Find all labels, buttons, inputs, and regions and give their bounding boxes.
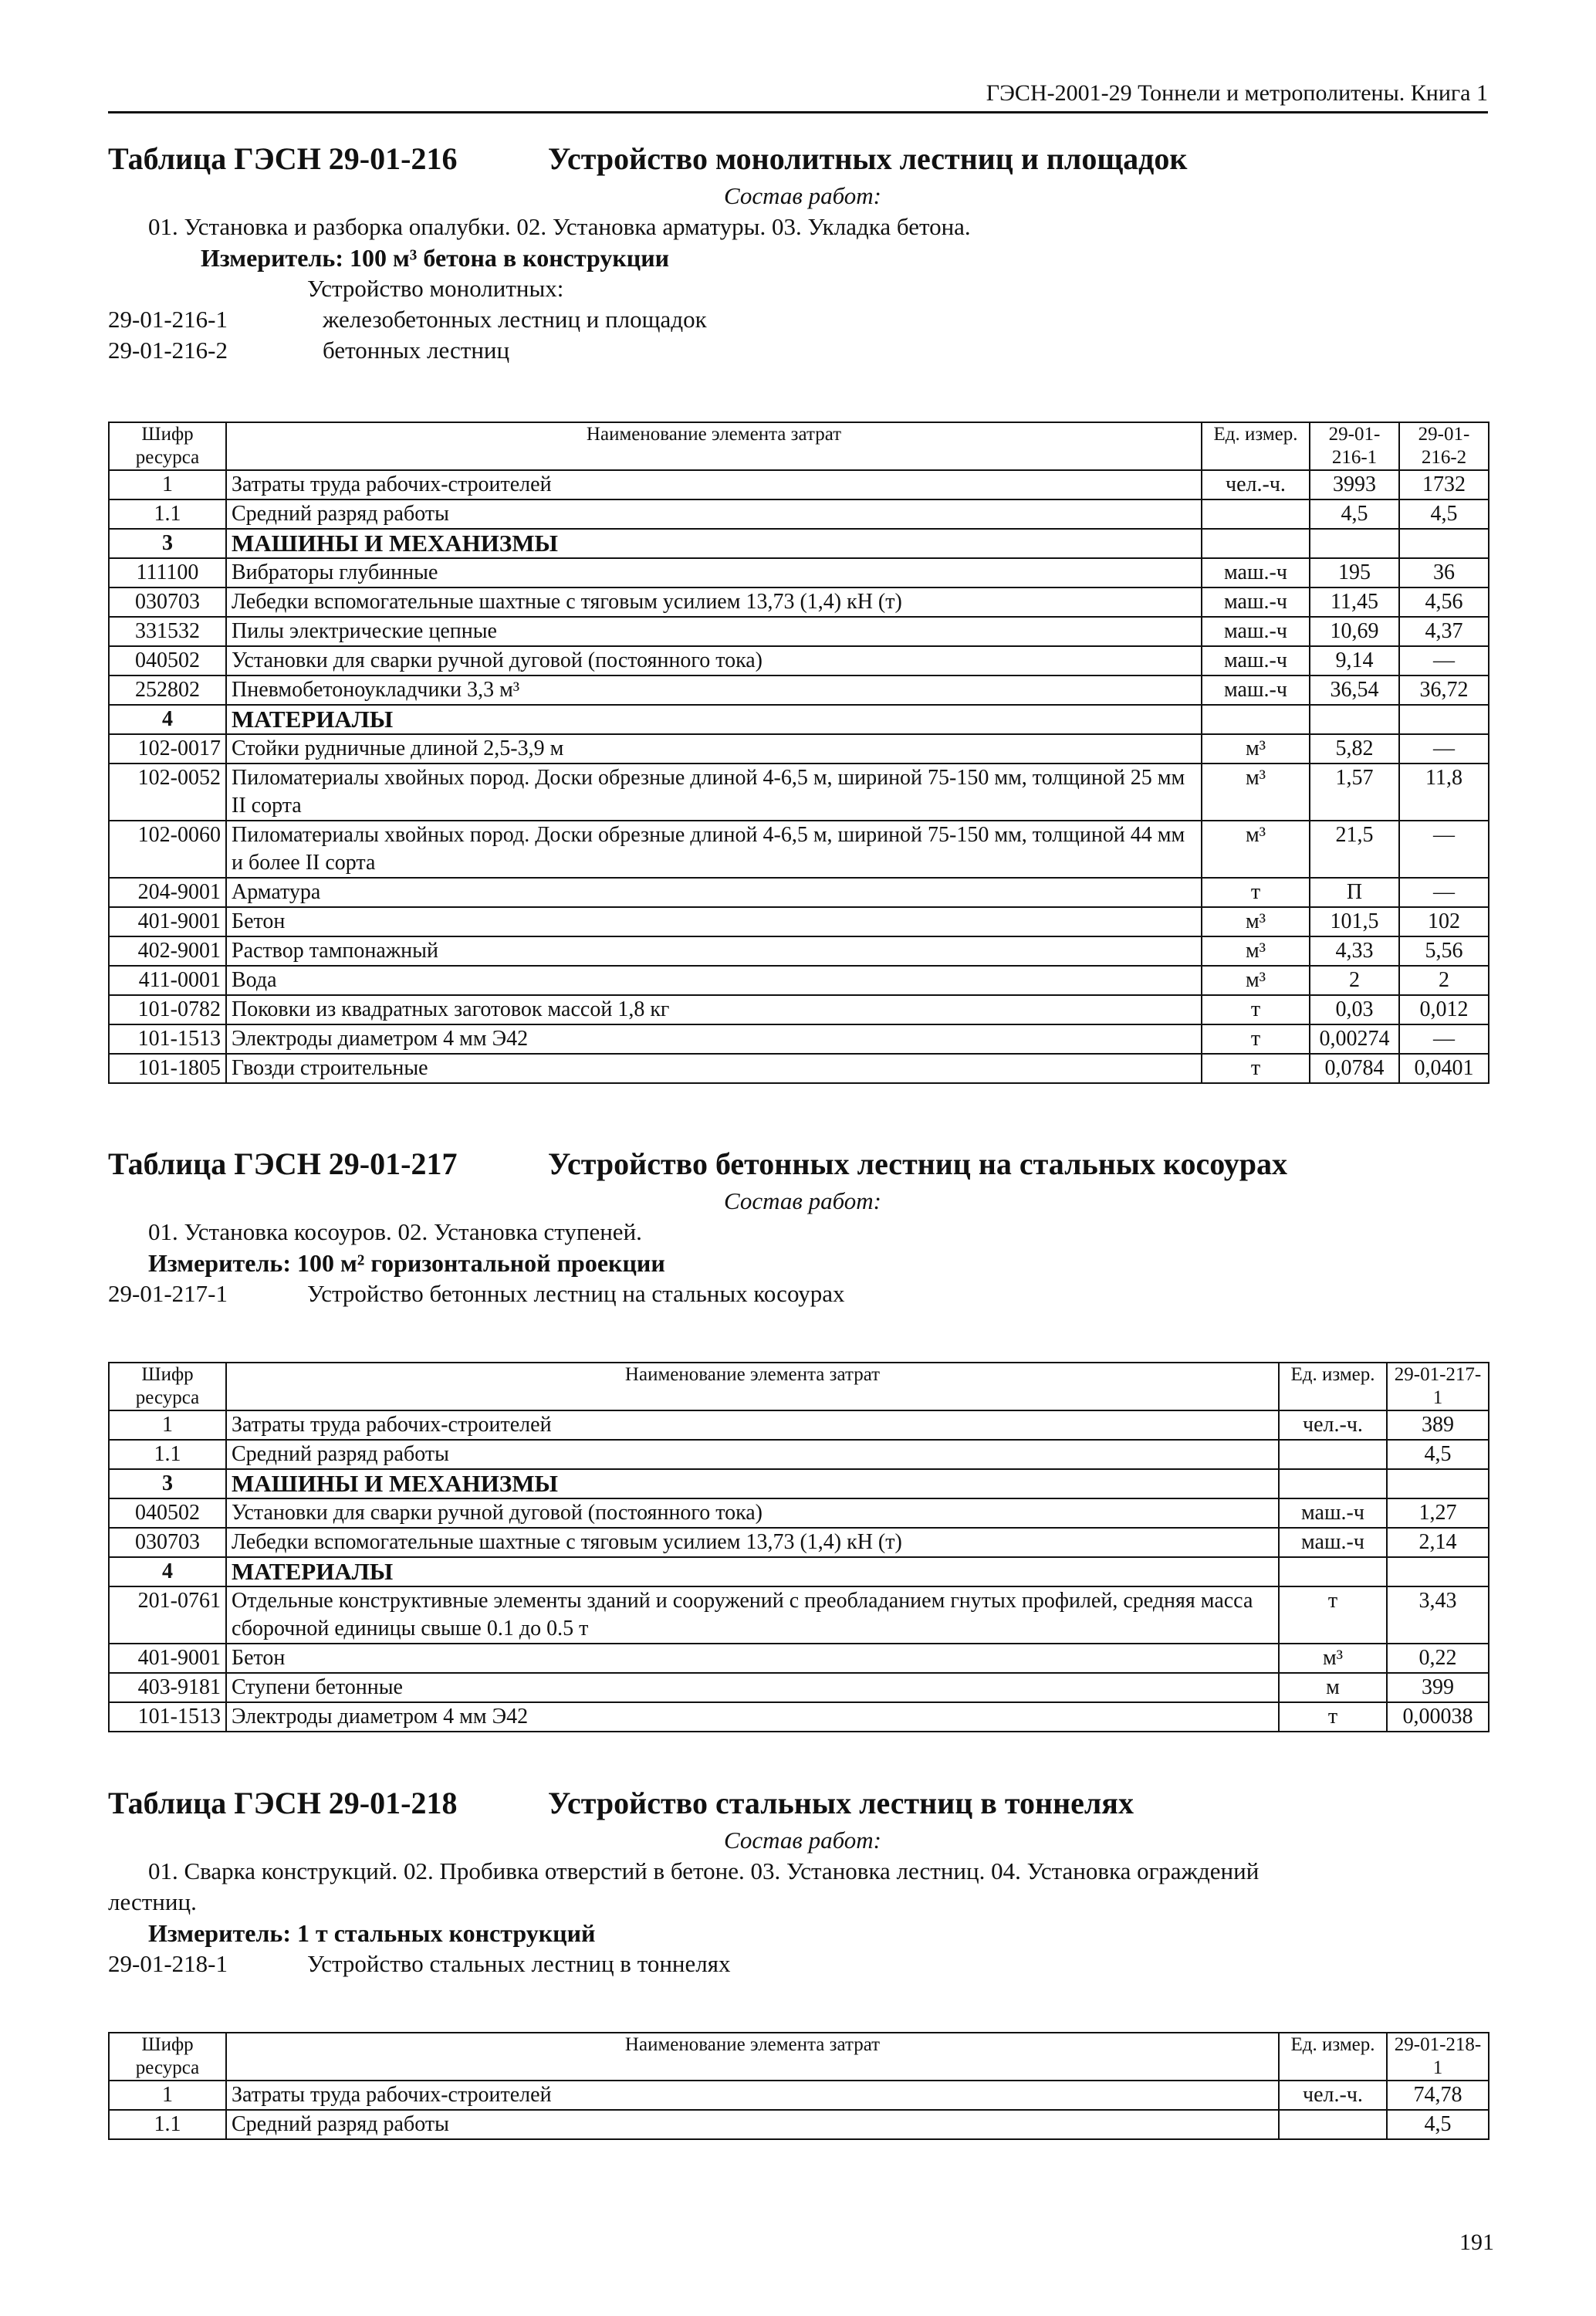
cell-name: Установки для сварки ручной дуговой (постоянного тока)	[226, 646, 1202, 676]
variant-code: 29-01-218-1	[108, 1950, 228, 1977]
variant-text: Устройство стальных лестниц в тоннелях	[307, 1950, 731, 1977]
cell-unit: маш.-ч	[1279, 1498, 1387, 1528]
cell-code: 040502	[109, 1498, 226, 1528]
table-row	[109, 1528, 1489, 1557]
table-row	[109, 734, 1489, 764]
cell-unit: чел.-ч.	[1279, 1410, 1387, 1440]
meter: Измеритель: 1 т стальных конструкций	[148, 1919, 596, 1947]
cell-unit: маш.-ч	[1279, 1528, 1387, 1557]
cell-value-1: 399	[1387, 1673, 1489, 1702]
table-row	[109, 1410, 1489, 1440]
table-row	[109, 499, 1489, 529]
table-row	[109, 821, 1489, 878]
cell-value-2: 4,37	[1399, 617, 1489, 646]
cell-unit: м³	[1202, 907, 1310, 936]
cell-code: 4	[109, 1557, 226, 1586]
variant-text: железобетонных лестниц и площадок	[323, 306, 707, 333]
cell-code: 101-1513	[109, 1702, 226, 1732]
table-row	[109, 907, 1489, 936]
cell-code: 4	[109, 705, 226, 734]
cell-unit: т	[1202, 1054, 1310, 1083]
cell-code: 1	[109, 470, 226, 499]
table-row	[109, 558, 1489, 587]
cell-code: 331532	[109, 617, 226, 646]
cell-code: 3	[109, 529, 226, 558]
table-code: Таблица ГЭСН 29-01-218	[108, 1786, 458, 1820]
cell-unit: маш.-ч	[1202, 587, 1310, 617]
cell-value-1: 4,33	[1310, 936, 1399, 966]
section-title	[108, 141, 1497, 178]
cell-value-2: —	[1399, 646, 1489, 676]
cell-code: 201-0761	[109, 1586, 226, 1644]
resource-table-218	[108, 2032, 1489, 2140]
cell-value-1: 10,69	[1310, 617, 1399, 646]
cell-name: Пиломатериалы хвойных пород. Доски обрезные длиной 4-6,5 м, шириной 75-150 мм, толщиной 25 мм II сорта	[226, 764, 1202, 821]
variant-code: 29-01-216-2	[108, 337, 228, 364]
table-row	[109, 764, 1489, 821]
section-title	[108, 1146, 1497, 1183]
cell-name: Пневмобетоноукладчики 3,3 м³	[226, 676, 1202, 705]
table-row	[109, 676, 1489, 705]
header-name: Наименование элемента затрат	[226, 422, 1202, 470]
cell-name: МАШИНЫ И МЕХАНИЗМЫ	[226, 1469, 1279, 1498]
table-header-row	[109, 422, 1489, 470]
resource-table-216	[108, 422, 1489, 1084]
cell-value-1: 3993	[1310, 470, 1399, 499]
cell-unit	[1202, 705, 1310, 734]
section-217	[108, 1146, 1497, 1309]
cell-unit	[1279, 2110, 1387, 2139]
cell-code: 3	[109, 1469, 226, 1498]
cell-unit: маш.-ч	[1202, 617, 1310, 646]
cell-value-2: —	[1399, 1024, 1489, 1054]
table-group-row	[109, 1469, 1489, 1498]
table-row	[109, 1673, 1489, 1702]
cell-unit: м	[1279, 1673, 1387, 1702]
cell-name: Электроды диаметром 4 мм Э42	[226, 1702, 1279, 1732]
table-row	[109, 966, 1489, 995]
cell-name: Гвозди строительные	[226, 1054, 1202, 1083]
table-group-row	[109, 529, 1489, 558]
cell-value-1: 5,82	[1310, 734, 1399, 764]
cell-unit	[1202, 499, 1310, 529]
cell-value-1: 4,5	[1310, 499, 1399, 529]
cell-unit	[1279, 1469, 1387, 1498]
cell-code: 102-0060	[109, 821, 226, 878]
cell-unit: т	[1202, 878, 1310, 907]
cell-code: 1.1	[109, 499, 226, 529]
cell-code: 403-9181	[109, 1673, 226, 1702]
cell-value-1: 11,45	[1310, 587, 1399, 617]
cell-name: Затраты труда рабочих-строителей	[226, 1410, 1279, 1440]
composition-text: 01. Сварка конструкций. 02. Пробивка отверстий в бетоне. 03. Установка лестниц. 04. Установка ограждений	[148, 1857, 1260, 1884]
cell-unit: т	[1279, 1702, 1387, 1732]
header-code: Шифр ресурса	[109, 2033, 226, 2081]
cell-unit: м³	[1202, 936, 1310, 966]
cell-value-2: 102	[1399, 907, 1489, 936]
cell-name: МАТЕРИАЛЫ	[226, 1557, 1279, 1586]
cell-code: 101-0782	[109, 995, 226, 1024]
cell-unit: м³	[1202, 734, 1310, 764]
cell-name: Установки для сварки ручной дуговой (постоянного тока)	[226, 1498, 1279, 1528]
header-col-1: 29-01-217-1	[1387, 1363, 1489, 1410]
cell-unit: м³	[1279, 1644, 1387, 1673]
header-unit: Ед. измер.	[1279, 1363, 1387, 1410]
cell-value-1: 0,00274	[1310, 1024, 1399, 1054]
cell-name: Раствор тампонажный	[226, 936, 1202, 966]
table-row	[109, 936, 1489, 966]
cell-value-1: 0,03	[1310, 995, 1399, 1024]
table-row	[109, 2081, 1489, 2110]
variant-row	[108, 1278, 1497, 1309]
section-216	[108, 141, 1497, 366]
cell-code: 1	[109, 1410, 226, 1440]
table-group-row	[109, 705, 1489, 734]
table-row	[109, 1644, 1489, 1673]
cell-value-1: 21,5	[1310, 821, 1399, 878]
cell-code: 1.1	[109, 2110, 226, 2139]
table-title: Устройство стальных лестниц в тоннелях	[548, 1786, 1134, 1820]
cell-code: 402-9001	[109, 936, 226, 966]
cell-code: 030703	[109, 1528, 226, 1557]
table-code: Таблица ГЭСН 29-01-216	[108, 141, 458, 176]
cell-value-1: 74,78	[1387, 2081, 1489, 2110]
header-unit: Ед. измер.	[1202, 422, 1310, 470]
table-row	[109, 1702, 1489, 1732]
cell-value-2: 1732	[1399, 470, 1489, 499]
cell-name: Средний разряд работы	[226, 1440, 1279, 1469]
composition-label: Состав работ:	[723, 1827, 881, 1854]
cell-name: Лебедки вспомогательные шахтные с тяговым усилием 13,73 (1,4) кН (т)	[226, 1528, 1279, 1557]
variant-code: 29-01-217-1	[108, 1280, 228, 1307]
cell-value-1: П	[1310, 878, 1399, 907]
table-row	[109, 1440, 1489, 1469]
cell-code: 411-0001	[109, 966, 226, 995]
cell-value-2: 36,72	[1399, 676, 1489, 705]
cell-code: 030703	[109, 587, 226, 617]
table-row	[109, 1054, 1489, 1083]
variant-row	[108, 304, 1497, 335]
table-row	[109, 646, 1489, 676]
cell-value-1: 0,22	[1387, 1644, 1489, 1673]
cell-value-1: 9,14	[1310, 646, 1399, 676]
cell-name: Вода	[226, 966, 1202, 995]
table-row	[109, 2110, 1489, 2139]
variant-text: Устройство бетонных лестниц на стальных косоурах	[307, 1280, 845, 1307]
page-number: 191	[1459, 2230, 1494, 2255]
composition-text-cont: лестниц.	[108, 1888, 197, 1915]
cell-value-1	[1310, 529, 1399, 558]
cell-code: 1.1	[109, 1440, 226, 1469]
cell-name: МАТЕРИАЛЫ	[226, 705, 1202, 734]
meter: Измеритель: 100 м² горизонтальной проекции	[148, 1249, 665, 1277]
table-row	[109, 617, 1489, 646]
header-col-1: 29-01-216-1	[1310, 422, 1399, 470]
cell-value-2: —	[1399, 734, 1489, 764]
variants-heading: Устройство монолитных:	[307, 275, 564, 302]
cell-name: Бетон	[226, 907, 1202, 936]
cell-code: 401-9001	[109, 1644, 226, 1673]
cell-value-1: 101,5	[1310, 907, 1399, 936]
cell-code: 111100	[109, 558, 226, 587]
cell-value-1: 195	[1310, 558, 1399, 587]
cell-name: Пилы электрические цепные	[226, 617, 1202, 646]
cell-unit: чел.-ч.	[1279, 2081, 1387, 2110]
section-title	[108, 1785, 1497, 1822]
cell-value-2: 4,5	[1399, 499, 1489, 529]
cell-unit	[1279, 1557, 1387, 1586]
table-title: Устройство бетонных лестниц на стальных косоурах	[548, 1146, 1288, 1181]
header-name: Наименование элемента затрат	[226, 1363, 1279, 1410]
cell-name: Затраты труда рабочих-строителей	[226, 2081, 1279, 2110]
cell-value-2: 5,56	[1399, 936, 1489, 966]
cell-unit: м³	[1202, 966, 1310, 995]
table-row	[109, 995, 1489, 1024]
header-unit: Ед. измер.	[1279, 2033, 1387, 2081]
cell-value-2: 2	[1399, 966, 1489, 995]
table-group-row	[109, 1557, 1489, 1586]
cell-value-1: 0,00038	[1387, 1702, 1489, 1732]
composition-label: Состав работ:	[723, 1187, 881, 1214]
table-row	[109, 1498, 1489, 1528]
running-head: ГЭСН-2001-29 Тоннели и метрополитены. Книга 1	[108, 80, 1488, 113]
cell-unit: т	[1202, 1024, 1310, 1054]
variant-text: бетонных лестниц	[323, 337, 510, 364]
header-col-2: 29-01-216-2	[1399, 422, 1489, 470]
table-header-row	[109, 1363, 1489, 1410]
cell-name: Пиломатериалы хвойных пород. Доски обрезные длиной 4-6,5 м, шириной 75-150 мм, толщиной 44 мм и более II сорта	[226, 821, 1202, 878]
cell-unit: маш.-ч	[1202, 558, 1310, 587]
table-row	[109, 587, 1489, 617]
cell-value-1: 4,5	[1387, 2110, 1489, 2139]
table-code: Таблица ГЭСН 29-01-217	[108, 1146, 458, 1181]
cell-value-2: —	[1399, 821, 1489, 878]
cell-value-1: 1,57	[1310, 764, 1399, 821]
cell-unit: м³	[1202, 821, 1310, 878]
cell-code: 1	[109, 2081, 226, 2110]
variant-code: 29-01-216-1	[108, 306, 228, 333]
table-title: Устройство монолитных лестниц и площадок	[548, 141, 1188, 176]
composition-text: 01. Установка косоуров. 02. Установка ступеней.	[148, 1218, 642, 1245]
cell-value-2: 11,8	[1399, 764, 1489, 821]
cell-name: Средний разряд работы	[226, 499, 1202, 529]
cell-unit	[1279, 1440, 1387, 1469]
cell-code: 102-0052	[109, 764, 226, 821]
cell-value-1: 389	[1387, 1410, 1489, 1440]
cell-unit: маш.-ч	[1202, 676, 1310, 705]
cell-name: Бетон	[226, 1644, 1279, 1673]
composition-text: 01. Установка и разборка опалубки. 02. Установка арматуры. 03. Укладка бетона.	[148, 213, 971, 240]
cell-name: Затраты труда рабочих-строителей	[226, 470, 1202, 499]
resource-table-217	[108, 1362, 1489, 1732]
cell-code: 401-9001	[109, 907, 226, 936]
cell-unit: маш.-ч	[1202, 646, 1310, 676]
cell-value-2: —	[1399, 878, 1489, 907]
cell-name: Вибраторы глубинные	[226, 558, 1202, 587]
cell-value-1	[1387, 1469, 1489, 1498]
table-row	[109, 1024, 1489, 1054]
cell-value-1: 2	[1310, 966, 1399, 995]
cell-value-1: 0,0784	[1310, 1054, 1399, 1083]
cell-code: 204-9001	[109, 878, 226, 907]
header-code: Шифр ресурса	[109, 422, 226, 470]
table-row	[109, 470, 1489, 499]
cell-name: Арматура	[226, 878, 1202, 907]
cell-value-2: 4,56	[1399, 587, 1489, 617]
cell-value-1: 3,43	[1387, 1586, 1489, 1644]
header-code: Шифр ресурса	[109, 1363, 226, 1410]
cell-code: 101-1513	[109, 1024, 226, 1054]
cell-code: 101-1805	[109, 1054, 226, 1083]
cell-name: Средний разряд работы	[226, 2110, 1279, 2139]
variant-row	[108, 1949, 1497, 1979]
cell-unit: т	[1279, 1586, 1387, 1644]
cell-value-1: 2,14	[1387, 1528, 1489, 1557]
variant-row	[108, 335, 1497, 366]
cell-value-1: 1,27	[1387, 1498, 1489, 1528]
cell-name: Электроды диаметром 4 мм Э42	[226, 1024, 1202, 1054]
cell-value-2: 36	[1399, 558, 1489, 587]
table-row	[109, 1586, 1489, 1644]
cell-name: Ступени бетонные	[226, 1673, 1279, 1702]
composition-label: Состав работ:	[723, 182, 881, 209]
cell-unit: м³	[1202, 764, 1310, 821]
cell-value-2: 0,0401	[1399, 1054, 1489, 1083]
cell-value-2	[1399, 529, 1489, 558]
cell-value-1	[1387, 1557, 1489, 1586]
cell-code: 252802	[109, 676, 226, 705]
cell-value-1	[1310, 705, 1399, 734]
cell-name: Стойки рудничные длиной 2,5-3,9 м	[226, 734, 1202, 764]
cell-value-2: 0,012	[1399, 995, 1489, 1024]
cell-unit: чел.-ч.	[1202, 470, 1310, 499]
table-header-row	[109, 2033, 1489, 2081]
section-218	[108, 1785, 1497, 1979]
cell-name: МАШИНЫ И МЕХАНИЗМЫ	[226, 529, 1202, 558]
cell-name: Отдельные конструктивные элементы зданий и сооружений с преобладанием гнутых профилей, средняя масса сборочной единицы свыше 0.1 до 0.5 т	[226, 1586, 1279, 1644]
cell-code: 102-0017	[109, 734, 226, 764]
cell-name: Лебедки вспомогательные шахтные с тяговым усилием 13,73 (1,4) кН (т)	[226, 587, 1202, 617]
table-row	[109, 878, 1489, 907]
cell-value-1: 4,5	[1387, 1440, 1489, 1469]
cell-name: Поковки из квадратных заготовок массой 1,8 кг	[226, 995, 1202, 1024]
meter: Измеритель: 100 м³ бетона в конструкции	[201, 244, 670, 272]
cell-unit	[1202, 529, 1310, 558]
cell-value-1: 36,54	[1310, 676, 1399, 705]
cell-unit: т	[1202, 995, 1310, 1024]
header-col-1: 29-01-218-1	[1387, 2033, 1489, 2081]
header-name: Наименование элемента затрат	[226, 2033, 1279, 2081]
cell-value-2	[1399, 705, 1489, 734]
cell-code: 040502	[109, 646, 226, 676]
